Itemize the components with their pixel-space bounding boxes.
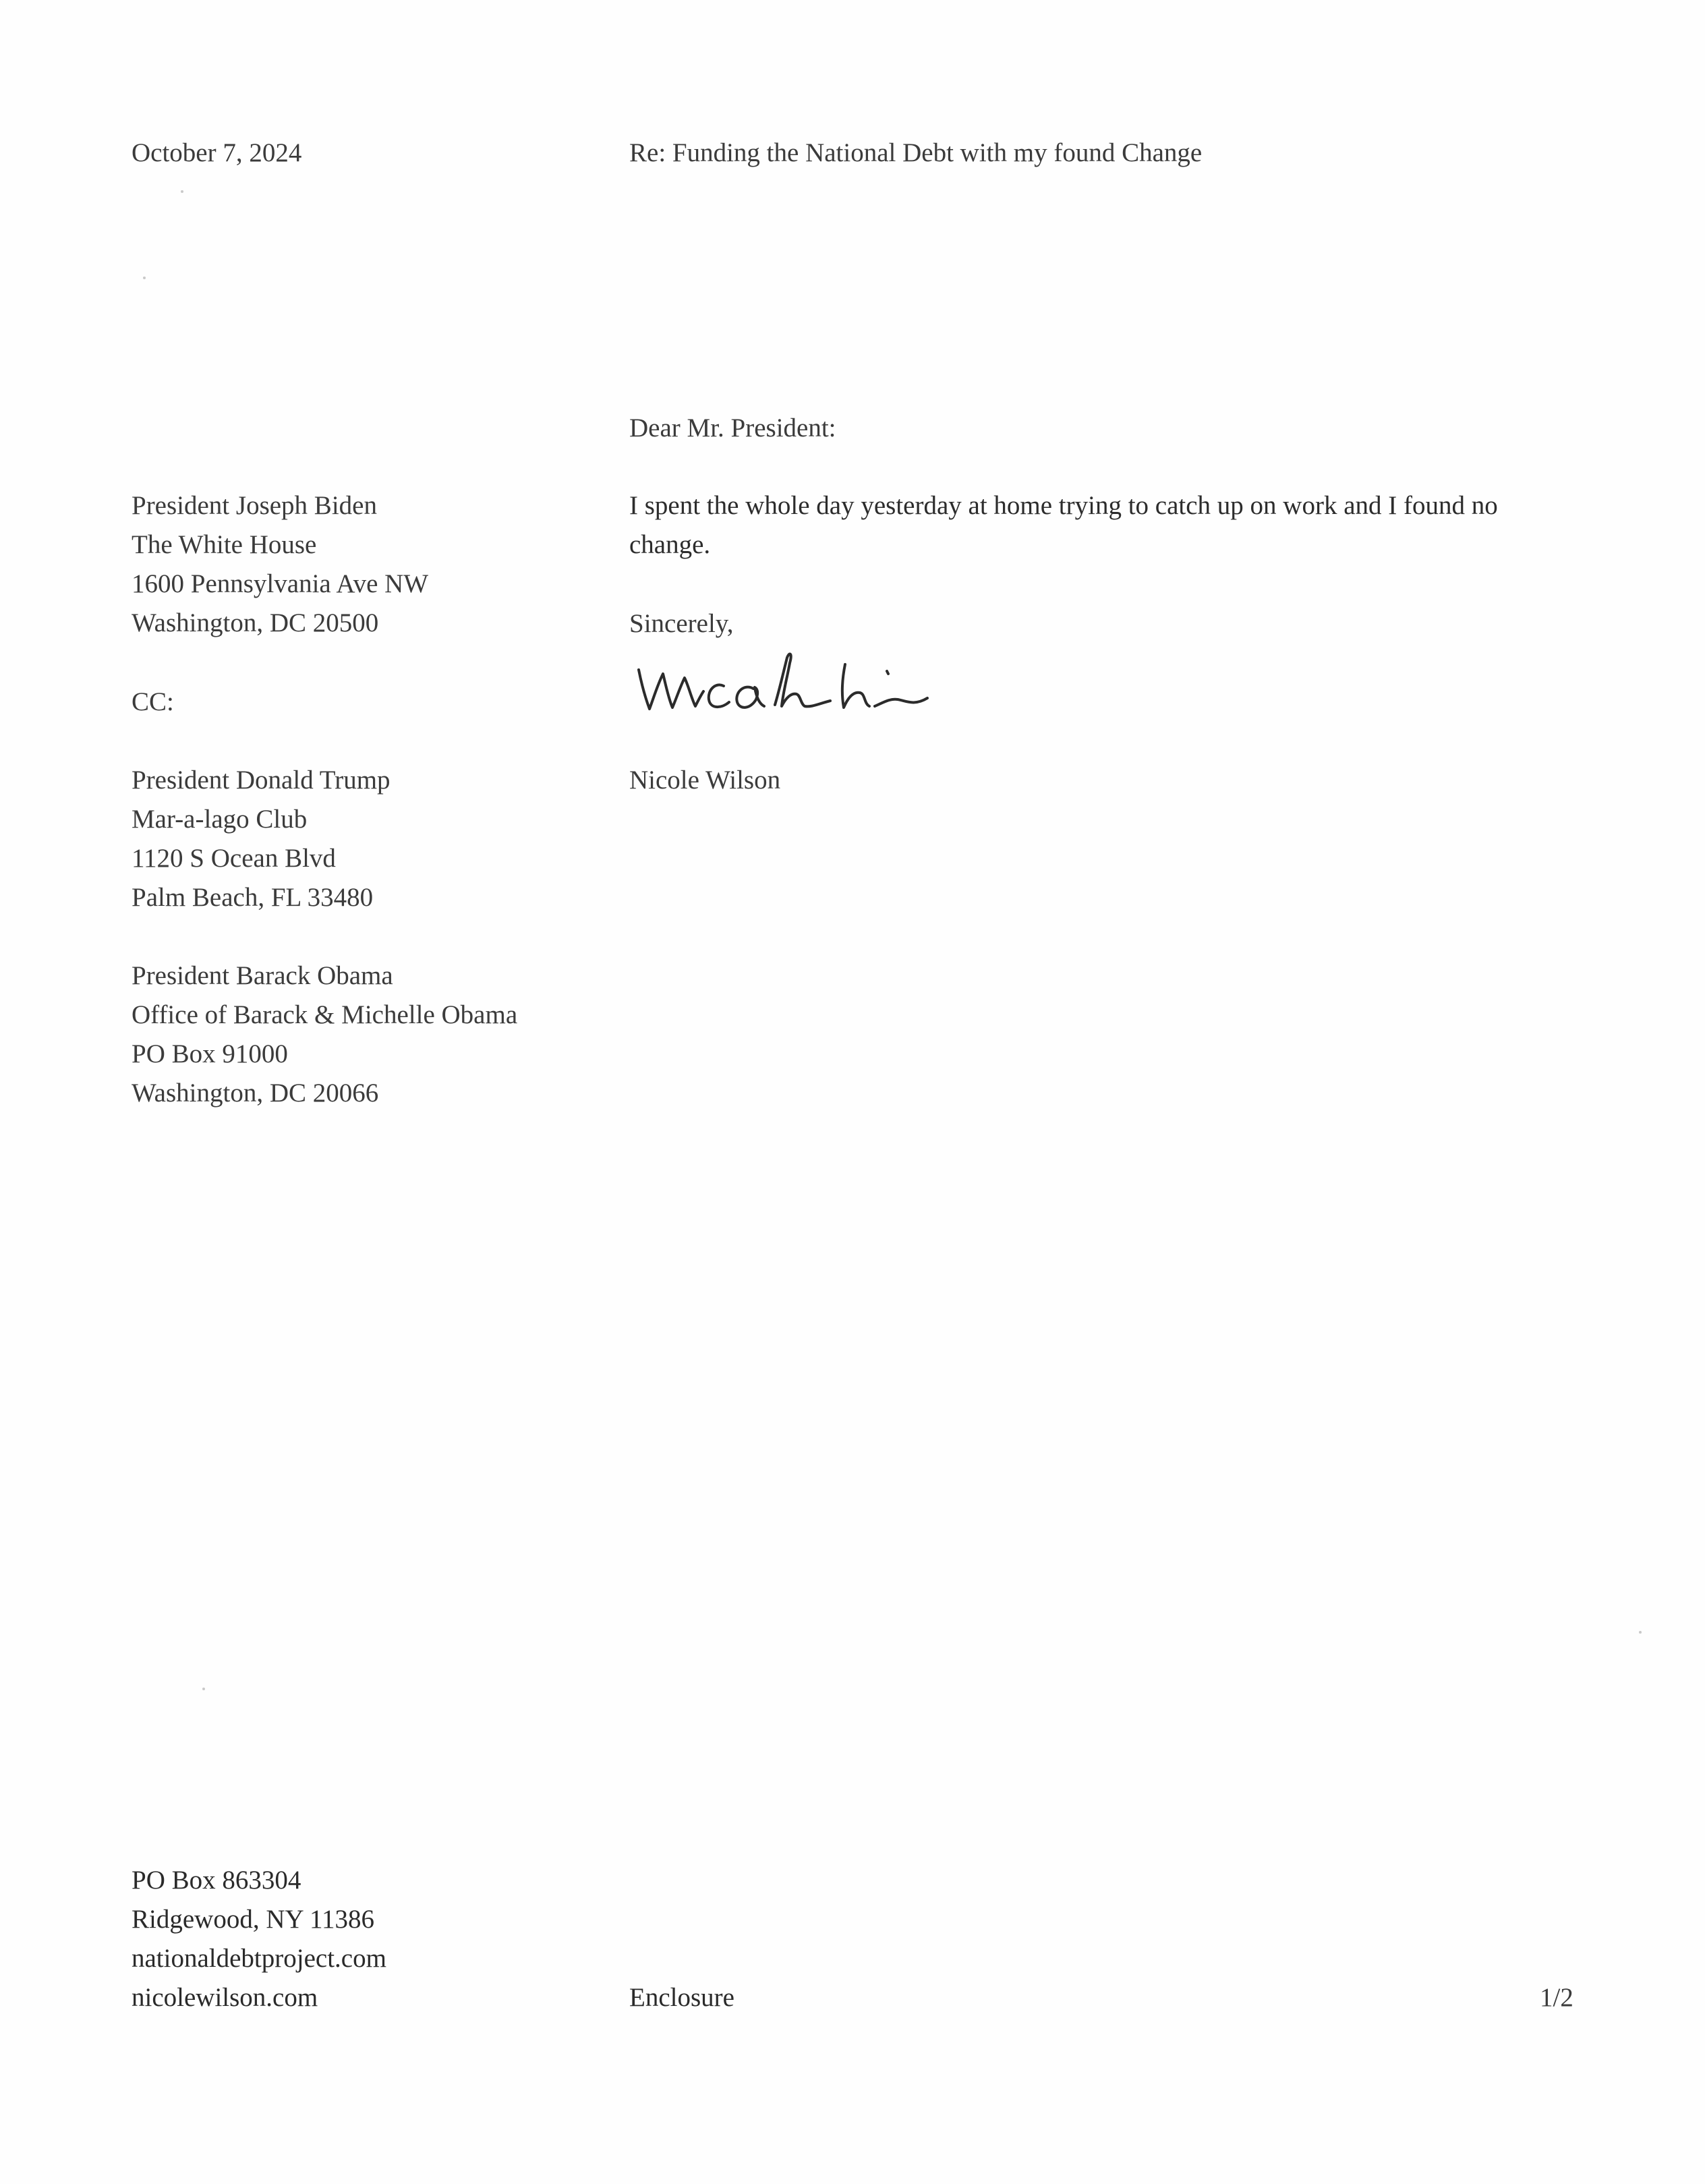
- page-number: 1/2: [1540, 1983, 1573, 2012]
- cc-obama-address: [132, 956, 517, 1113]
- recipient-line: The White House: [132, 530, 317, 559]
- cc-line: President Donald Trump: [132, 766, 391, 795]
- cc-line: President Barack Obama: [132, 961, 393, 990]
- cc-line: Washington, DC 20066: [132, 1079, 379, 1108]
- body-line: I spent the whole day yesterday at home trying to catch up on work and I found no: [629, 491, 1498, 520]
- cc-label: CC:: [132, 687, 174, 716]
- sender-line: PO Box 863304: [132, 1866, 301, 1895]
- signer-name: Nicole Wilson: [629, 766, 781, 795]
- scan-speck: [143, 277, 146, 279]
- cc-line: Office of Barack & Michelle Obama: [132, 1000, 518, 1029]
- scan-speck: [1639, 1631, 1642, 1634]
- cc-line: PO Box 91000: [132, 1039, 288, 1068]
- recipient-address: [132, 486, 428, 643]
- sender-line: nationaldebtproject.com: [132, 1944, 386, 1973]
- body-line: change.: [629, 530, 711, 559]
- letter-date: October 7, 2024: [132, 138, 302, 167]
- closing: Sincerely,: [629, 609, 734, 638]
- scan-speck: [181, 190, 183, 193]
- sender-address: [132, 1861, 386, 2017]
- sender-line: Ridgewood, NY 11386: [132, 1905, 375, 1934]
- letter-subject: Re: Funding the National Debt with my found Change: [629, 138, 1203, 167]
- salutation: Dear Mr. President:: [629, 413, 836, 442]
- enclosure-label: Enclosure: [629, 1983, 734, 2012]
- cc-line: 1120 S Ocean Blvd: [132, 844, 336, 873]
- cc-trump-address: [132, 761, 391, 917]
- letter-body: [629, 486, 1498, 565]
- cc-line: Palm Beach, FL 33480: [132, 883, 374, 912]
- recipient-line: 1600 Pennsylvania Ave NW: [132, 569, 429, 598]
- recipient-line: Washington, DC 20500: [132, 608, 379, 637]
- signature: [631, 644, 968, 739]
- cc-line: Mar-a-lago Club: [132, 805, 308, 834]
- sender-line: nicolewilson.com: [132, 1983, 318, 2012]
- recipient-line: President Joseph Biden: [132, 491, 377, 520]
- scan-speck: [202, 1688, 205, 1690]
